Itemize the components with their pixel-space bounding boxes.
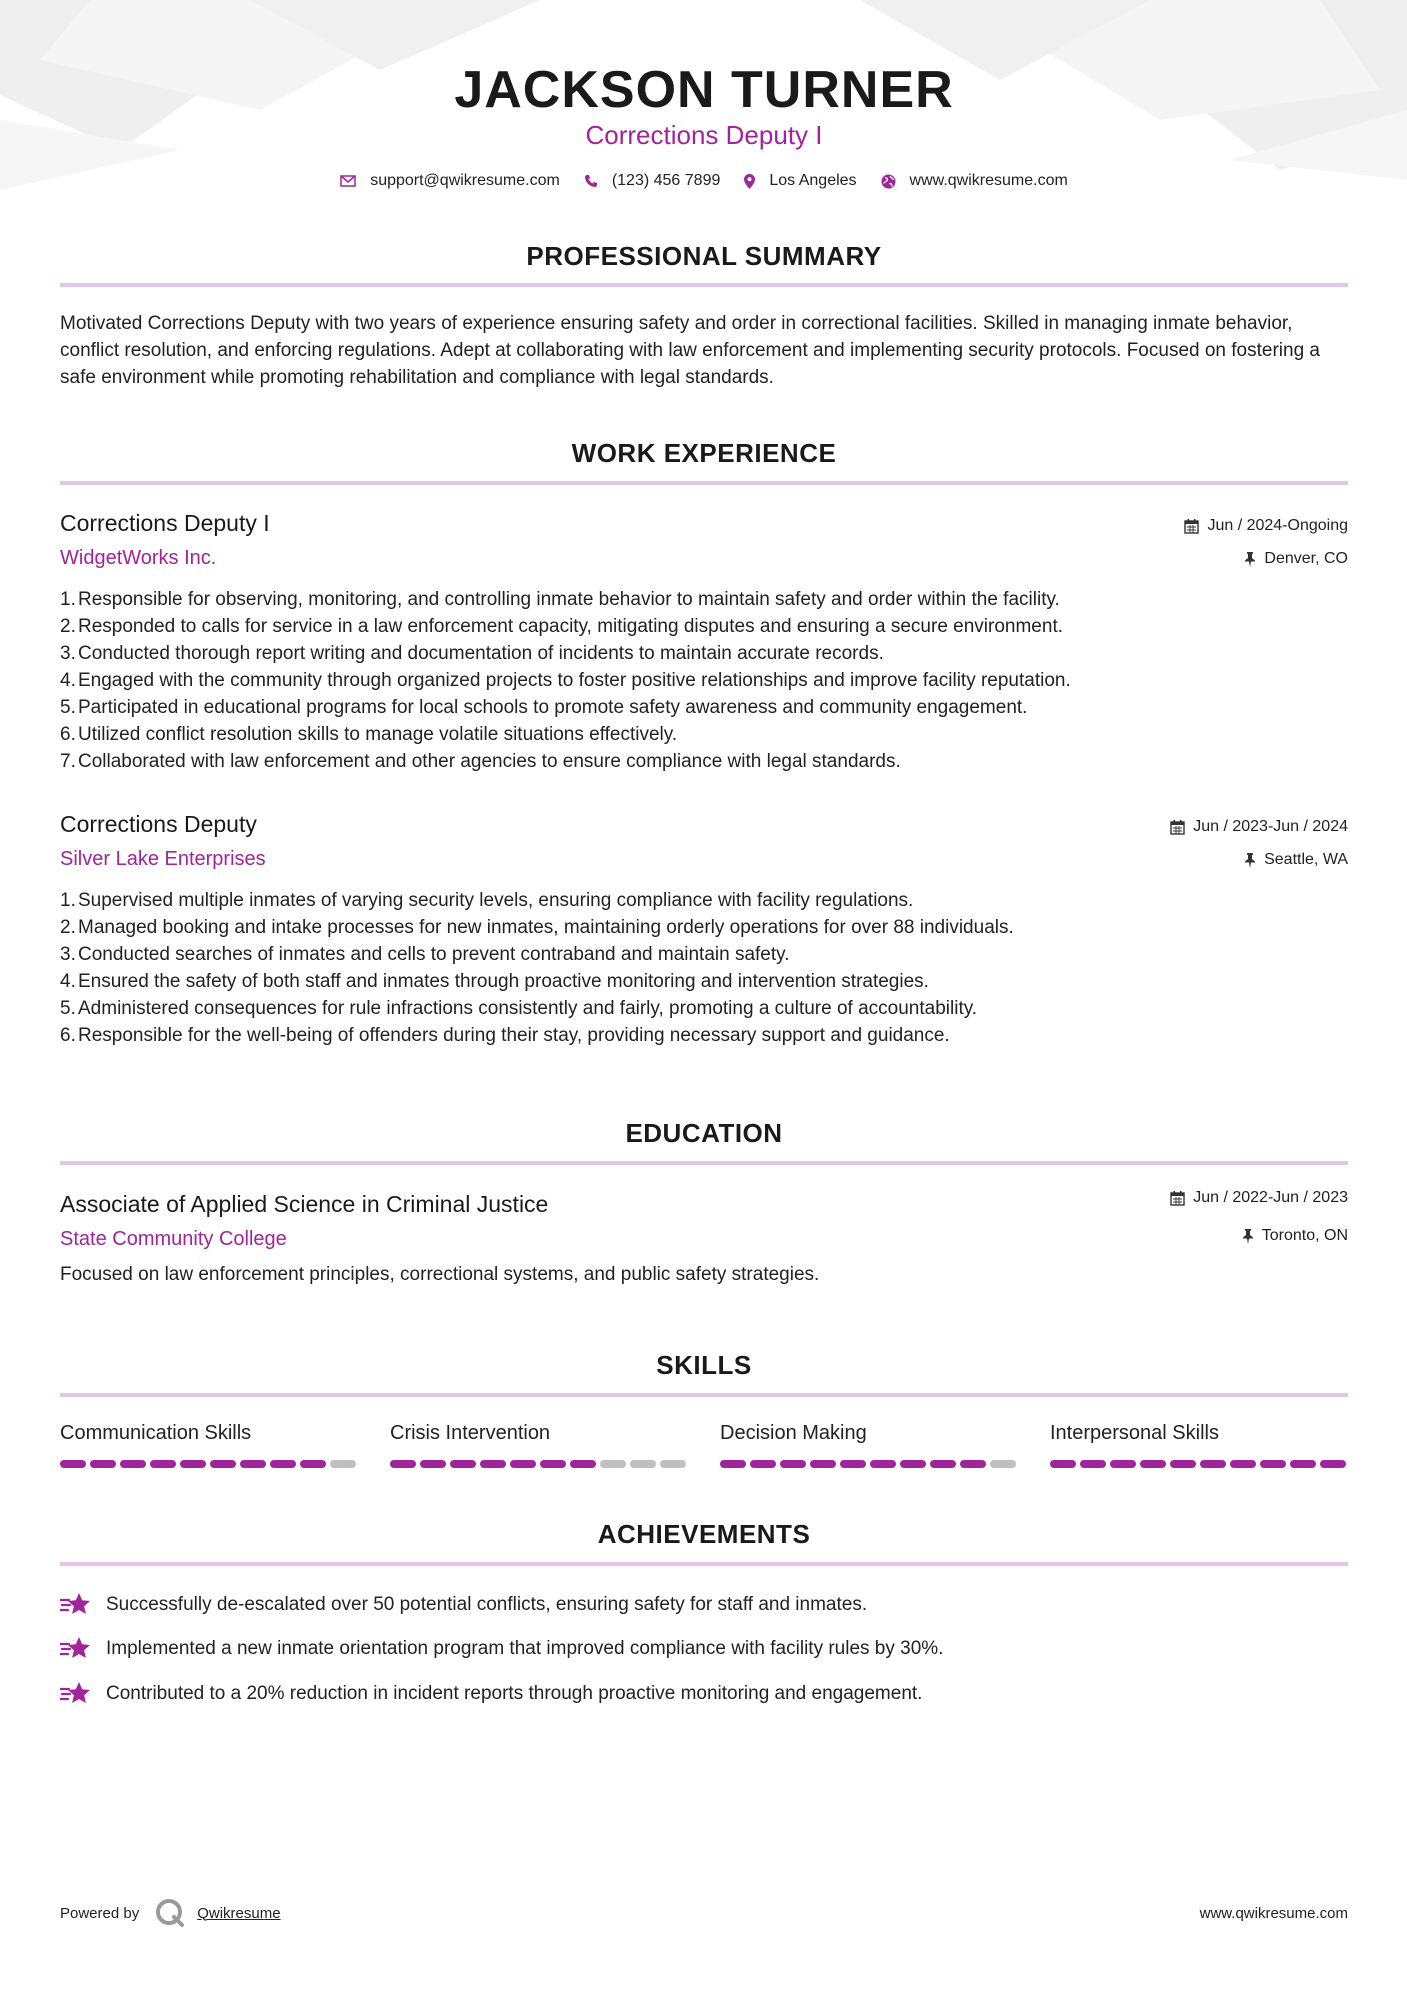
candidate-title: Corrections Deputy I: [585, 120, 823, 150]
job-location: [1244, 850, 1348, 870]
achievement-item: [60, 1635, 943, 1662]
skill-dot-filled: [150, 1460, 176, 1468]
powered-by-label: Powered by: [60, 1904, 140, 1922]
job-company: WidgetWorks Inc.: [60, 547, 217, 569]
skills-divider: [60, 1393, 1348, 1397]
skill-name: Crisis Intervention: [390, 1422, 551, 1444]
job-dates-text: Jun / 2024-Ongoing: [1207, 517, 1348, 534]
map-pin-icon: [744, 174, 755, 189]
skill-dot-filled: [1080, 1460, 1106, 1468]
skill-dot-filled: [900, 1460, 926, 1468]
experience-heading: WORK EXPERIENCE: [571, 438, 837, 468]
skill-dot-filled: [1290, 1460, 1316, 1468]
list-item: 2. Managed booking and intake processes for new inmates, maintaining orderly operations for over 88 individuals.: [60, 917, 1014, 938]
skill-dot-filled: [930, 1460, 956, 1468]
achievement-item: [60, 1591, 867, 1618]
achievement-text: Implemented a new inmate orientation program that improved compliance with facility rules by 30%.: [106, 1638, 944, 1659]
skill-dot-empty: [630, 1460, 656, 1468]
skill-rating: [390, 1460, 690, 1468]
calendar-icon: [1170, 820, 1185, 835]
skill-item: [1050, 1420, 1350, 1468]
skill-name: Interpersonal Skills: [1050, 1422, 1219, 1444]
skill-dot-filled: [810, 1460, 836, 1468]
skill-dot-filled: [120, 1460, 146, 1468]
education-location-text: Toronto, ON: [1261, 1227, 1348, 1244]
skill-dot-filled: [390, 1460, 416, 1468]
skill-dot-empty: [660, 1460, 686, 1468]
education-divider: [60, 1161, 1348, 1165]
skill-dot-filled: [720, 1460, 746, 1468]
job-location: [1244, 549, 1348, 569]
job-company: Silver Lake Enterprises: [60, 848, 266, 870]
experience-divider: [60, 481, 1348, 485]
skill-dot-filled: [60, 1460, 86, 1468]
list-item: 3. Conducted searches of inmates and cells to prevent contraband and maintain safety.: [60, 944, 790, 965]
achievement-item: [60, 1680, 922, 1707]
skill-dot-filled: [780, 1460, 806, 1468]
skill-dot-filled: [1110, 1460, 1136, 1468]
skill-dot-filled: [750, 1460, 776, 1468]
skill-dot-filled: [300, 1460, 326, 1468]
job-location-text: Seattle, WA: [1264, 851, 1348, 868]
skill-item: [390, 1420, 690, 1468]
job-responsibilities: [60, 887, 1348, 1049]
skills-heading: SKILLS: [656, 1350, 752, 1380]
education-location: [1242, 1226, 1348, 1246]
shooting-star-icon: [60, 1636, 92, 1662]
skill-dot-empty: [990, 1460, 1016, 1468]
skill-name: Decision Making: [720, 1422, 867, 1444]
pushpin-icon: [1244, 552, 1256, 567]
list-item: 4. Engaged with the community through organized projects to foster positive relationships and improve facility reputation.: [60, 670, 1071, 691]
skill-rating: [1050, 1460, 1350, 1468]
contact-website[interactable]: [881, 172, 1068, 190]
footer-powered-by: [60, 1896, 281, 1930]
shooting-star-icon: [60, 1681, 92, 1707]
skill-dot-filled: [540, 1460, 566, 1468]
contact-email-text: support@qwikresume.com: [370, 172, 560, 189]
contact-website-text: www.qwikresume.com: [909, 172, 1068, 189]
skill-dot-empty: [600, 1460, 626, 1468]
contact-location: [744, 172, 856, 190]
skill-dot-filled: [570, 1460, 596, 1468]
pushpin-icon: [1242, 1229, 1254, 1244]
skill-dot-filled: [840, 1460, 866, 1468]
skill-dot-filled: [480, 1460, 506, 1468]
skill-dot-empty: [330, 1460, 356, 1468]
skill-dot-filled: [420, 1460, 446, 1468]
list-item: 6. Responsible for the well-being of offenders during their stay, providing necessary support and guidance.: [60, 1025, 950, 1046]
contact-phone-text: (123) 456 7899: [611, 172, 721, 189]
skill-rating: [720, 1460, 1020, 1468]
list-item: 7. Collaborated with law enforcement and other agencies to ensure compliance with legal standards.: [60, 751, 901, 772]
list-item: 1. Supervised multiple inmates of varying security levels, ensuring compliance with facility regulations.: [60, 890, 914, 911]
list-item: 1. Responsible for observing, monitoring, and controlling inmate behavior to maintain safety and order within the facility.: [60, 589, 1060, 610]
skill-dot-filled: [450, 1460, 476, 1468]
education-description: Focused on law enforcement principles, correctional systems, and public safety strategies.: [60, 1264, 820, 1285]
contact-phone[interactable]: [584, 172, 721, 190]
education-degree: Associate of Applied Science in Criminal Justice: [60, 1191, 549, 1217]
skill-dot-filled: [960, 1460, 986, 1468]
summary-divider: [60, 283, 1348, 287]
skill-item: [60, 1420, 360, 1468]
calendar-icon: [1184, 519, 1199, 534]
qwikresume-link[interactable]: Qwikresume: [197, 1904, 281, 1922]
skill-dot-filled: [210, 1460, 236, 1468]
list-item: 5. Participated in educational programs for local schools to promote safety awareness and community engagement.: [60, 697, 1028, 718]
achievement-text: Contributed to a 20% reduction in incident reports through proactive monitoring and engagement.: [106, 1683, 923, 1704]
achievements-heading: ACHIEVEMENTS: [597, 1519, 811, 1549]
skill-dot-filled: [1170, 1460, 1196, 1468]
footer-url[interactable]: www.qwikresume.com: [1199, 1905, 1348, 1922]
job-title: Corrections Deputy I: [60, 510, 270, 536]
skill-dot-filled: [1140, 1460, 1166, 1468]
calendar-icon: [1170, 1191, 1185, 1206]
job-dates: [1184, 516, 1348, 536]
list-item: 5. Administered consequences for rule infractions consistently and fairly, promoting a culture of accountability.: [60, 998, 978, 1019]
list-item: 2. Responded to calls for service in a law enforcement capacity, mitigating disputes and ensuring a secure environment.: [60, 616, 1064, 637]
skill-name: Communication Skills: [60, 1422, 252, 1444]
contact-email[interactable]: [340, 172, 560, 190]
skill-dot-filled: [270, 1460, 296, 1468]
education-school: State Community College: [60, 1228, 287, 1250]
contact-location-text: Los Angeles: [769, 172, 857, 189]
achievement-text: Successfully de-escalated over 50 potential conflicts, ensuring safety for staff and inmates.: [106, 1594, 868, 1615]
skill-item: [720, 1420, 1020, 1468]
shooting-star-icon: [60, 1592, 92, 1618]
globe-icon: [881, 174, 896, 189]
skill-dot-filled: [870, 1460, 896, 1468]
job-title: Corrections Deputy: [60, 811, 257, 837]
job-responsibilities: [60, 586, 1348, 775]
summary-heading: PROFESSIONAL SUMMARY: [526, 241, 882, 271]
contact-bar: [60, 172, 1348, 190]
skill-dot-filled: [1260, 1460, 1286, 1468]
list-item: 3. Conducted thorough report writing and documentation of incidents to maintain accurate records.: [60, 643, 884, 664]
skill-dot-filled: [1200, 1460, 1226, 1468]
skill-dot-filled: [1320, 1460, 1346, 1468]
job-dates: [1170, 817, 1348, 837]
education-heading: EDUCATION: [625, 1118, 783, 1148]
skill-dot-filled: [240, 1460, 266, 1468]
skill-dot-filled: [90, 1460, 116, 1468]
skill-dot-filled: [1230, 1460, 1256, 1468]
envelope-icon: [340, 175, 356, 187]
summary-text: Motivated Corrections Deputy with two years of experience ensuring safety and order in correctional facilities. Skilled in managing inmate behavior, conflict resolution, and enforcing regulations. Adept at collaborating with law enforcement and implementing security protocols. Focused on fostering a safe environment while promoting rehabilitation and compliance with legal standards.: [60, 313, 1320, 388]
phone-icon: [584, 174, 598, 188]
qwikresume-logo-icon: [153, 1896, 187, 1930]
education-dates-text: Jun / 2022-Jun / 2023: [1193, 1189, 1348, 1206]
achievements-divider: [60, 1562, 1348, 1566]
skill-dot-filled: [510, 1460, 536, 1468]
education-dates: [1170, 1188, 1348, 1208]
candidate-name: JACKSON TURNER: [454, 61, 954, 119]
skill-rating: [60, 1460, 360, 1468]
job-location-text: Denver, CO: [1264, 550, 1348, 567]
job-dates-text: Jun / 2023-Jun / 2024: [1193, 818, 1348, 835]
pushpin-icon: [1244, 853, 1256, 868]
list-item: 4. Ensured the safety of both staff and inmates through proactive monitoring and intervention strategies.: [60, 971, 929, 992]
skill-dot-filled: [1050, 1460, 1076, 1468]
skill-dot-filled: [180, 1460, 206, 1468]
list-item: 6. Utilized conflict resolution skills to manage volatile situations effectively.: [60, 724, 678, 745]
